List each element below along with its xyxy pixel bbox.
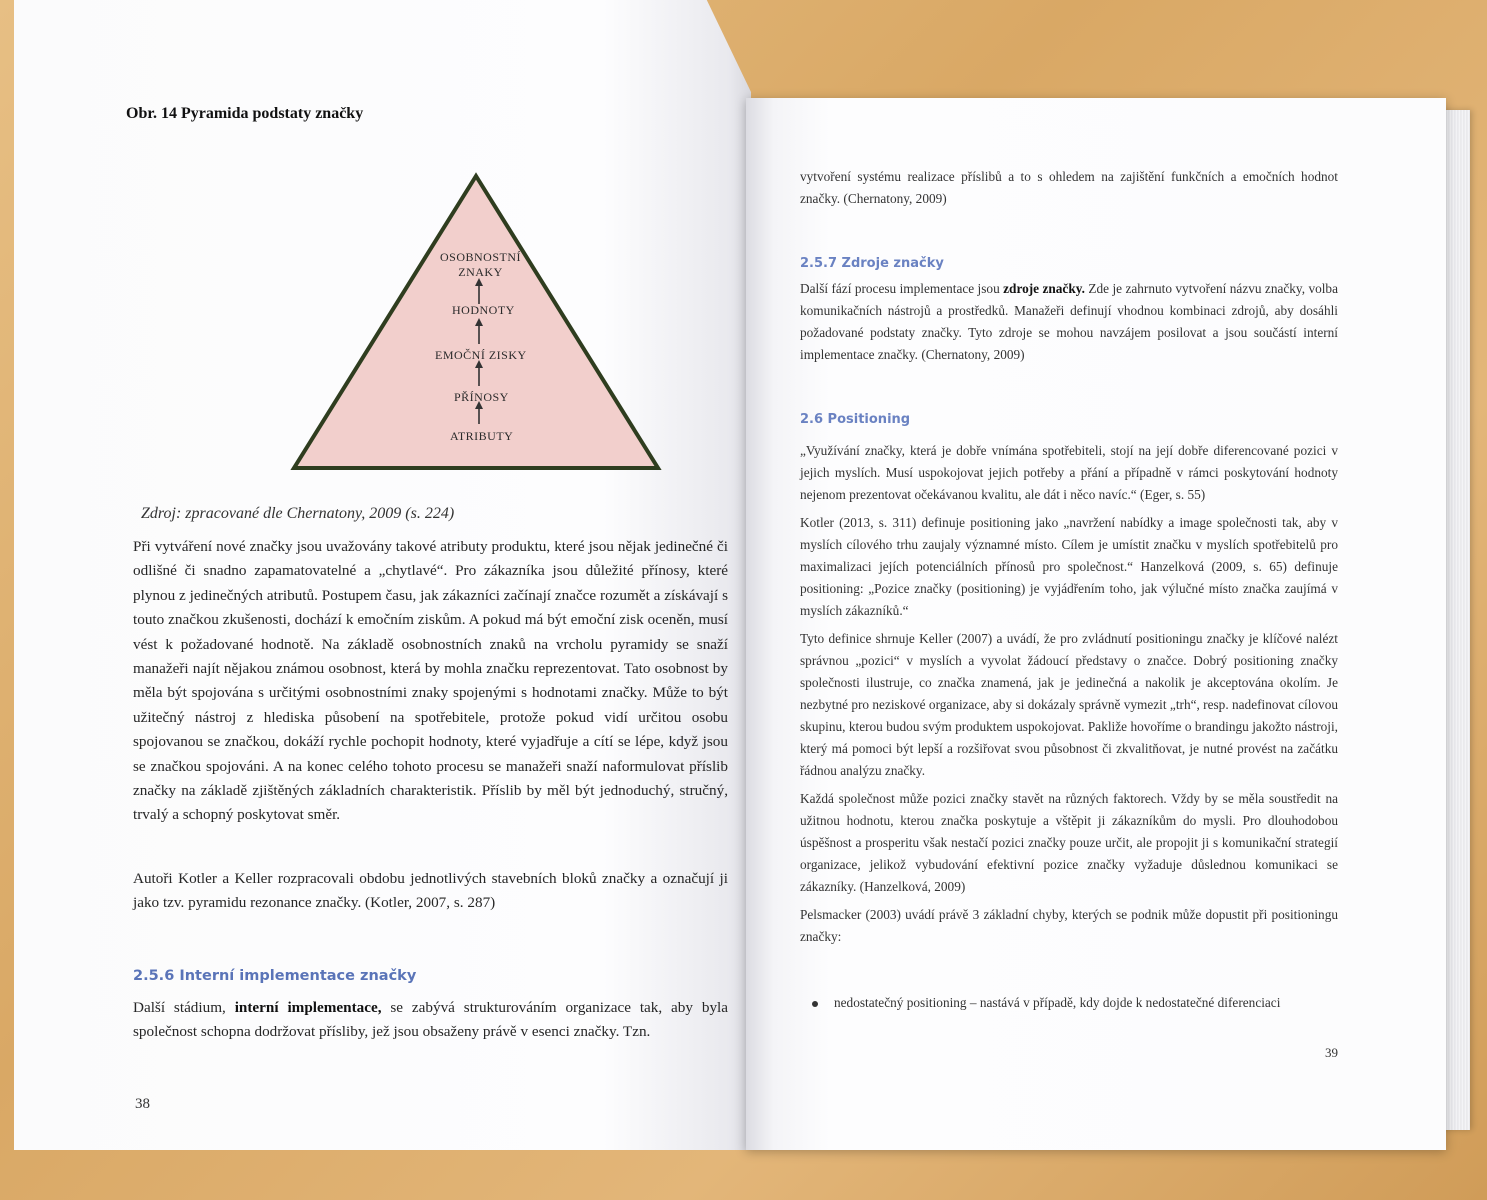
left-paragraph-3-bold: interní implementace, — [234, 999, 382, 1016]
pyramid-level-values: HODNOTY — [452, 303, 515, 317]
right-paragraph-4: Tyto definice shrnuje Keller (2007) a uvádí, že pro zvládnutí positioningu značky je klíčové nalézt správnou „pozici“ v myslích a vyvolat žádoucí představy o značce. Dobrý positioning značky společnosti ilustruje, co značka znamená, jak je jedinečná a nakolik je akceptována okolím. Je nezbytné pro neziskové organizace, aby si dokázaly správně vymezit „trh“, resp. nadefinovat cílovou skupinu, kterou budou svým produktem uspokojovat. Pakliže hovoříme o brandingu jakožto nástroji, který má pomoci být lepší a rozšiřovat svou působnost či zkvalitňovat, je nutné provést na začátku řádnou analýzu značky. — [800, 631, 1338, 778]
left-paragraph-2-text: Autoři Kotler a Keller rozpracovali obdobu jednotlivých stavebních bloků značky a označují ji jako tzv. pyramidu rezonance značky. (Kotler, 2007, s. 287) — [133, 870, 728, 912]
left-paragraph-3 — [133, 996, 728, 1045]
section-heading-positioning: 2.6 Positioning — [800, 412, 911, 427]
right-paragraph-1-bold: zdroje značky. — [1003, 281, 1085, 296]
pyramid-level-attributes: ATRIBUTY — [450, 429, 514, 443]
left-paragraph-3-pre: Další stádium, — [133, 999, 235, 1016]
right-paragraph-0-text: vytvoření systému realizace příslibů a to s ohledem na zajištění funkčních a emočních hodnot značky. (Chernatony, 2009) — [800, 169, 1338, 206]
pyramid-level-personality — [440, 250, 521, 280]
left-paragraph-1-text: Při vytváření nové značky jsou uvažovány takové atributy produktu, které jsou nějak jedinečné či odlišné či snadno zapamatovatelné a „chytlavé“. Pro zákazníka jsou důležité přínosy, které plynou z jedinečných atributů. Postupem času, jak zákazníci začínají značce rozumět a získávají s touto značkou zkušenosti, dochází k emočním ziskům. A pokud má být emoční zisk oceněn, musí vést k požadované hodnotě. Na základě osobnostních znaků na vrcholu pyramidy se snaží manažeři najít nějakou známou osobnost, která by mohla značku reprezentovat. Tato osobnost by měla být spojována s určitými osobnostními znaky spojenými s hodnotami značky. Může to být užitečný nástroj z hlediska působení na spotřebitele, protože pokud vidí určitou osobu spojovanou se značkou, dokáží rychle pochopit hodnoty, které vyjadřuje a cítí se lépe, když jsou se značkou spojováni. A na konec celého tohoto procesu se manažeři snaží naformulovat příslib značky na základě zjištěných základních charakteristik. Příslib by měl být jednoduchý, stručný, trvalý a schopný poskytovat směr. — [133, 538, 728, 824]
left-paragraph-1 — [133, 535, 728, 828]
bullet-icon — [812, 1001, 818, 1007]
left-paragraph-2 — [133, 867, 728, 916]
right-paragraph-2: „Využívání značky, která je dobře vnímána spotřebiteli, stojí na její dobře diferencované pozici v jejich myslích. Musí uspokojovat jejich potřeby a přání a případně v rámci poskytování hodnoty nejenom prezentovat očekávanou kvalitu, ale dát i něco navíc.“ (Eger, s. 55) — [800, 443, 1338, 502]
figure-title: Obr. 14 Pyramida podstaty značky — [126, 105, 364, 122]
pyramid-level-personality-line1: OSOBNOSTNÍ — [440, 250, 522, 264]
right-paragraph-1-pre: Další fází procesu implementace jsou — [800, 281, 1004, 296]
pyramid-level-benefits: PŘÍNOSY — [454, 390, 509, 404]
right-body-block — [800, 440, 1338, 954]
section-heading-internal-implementation: 2.5.6 Interní implementace značky — [133, 968, 417, 984]
section-heading-brand-resources: 2.5.7 Zdroje značky — [800, 256, 944, 271]
right-paragraph-3: Kotler (2013, s. 311) definuje positioning jako „navržení nabídky a image společnosti tak, aby v myslích cílového trhu zaujaly významné místo. Cílem je umístit značku v myslích spotřebitelů pro maximalizaci jejích potenciálních přínosů pro společnost.“ Hanzelková (2009, s. 65) definuje positioning: „Pozice značky (positioning) je vyjádřením toho, jak výlučné místo značka zaujímá v myslích zákazníků.“ — [800, 515, 1338, 618]
pyramid-level-emotional-benefits: EMOČNÍ ZISKY — [435, 348, 527, 362]
right-paragraph-0 — [800, 166, 1338, 216]
bullet-item-1-text: nedostatečný positioning – nastává v případě, kdy dojde k nedostatečné diferenciaci — [834, 995, 1281, 1010]
right-paragraph-5: Každá společnost může pozici značky stavět na různých faktorech. Vždy by se měla soustředit na užitnou hodnotu, kterou značka poskytuje a vštěpit ji zákazníkům do mysli. Pro dlouhodobou úspěšnost a prosperitu však nestačí pozici značky pouze určit, ale propojit ji s komunikační strategií organizace, jelikož vybudování efektivní pozice značky vyžaduje důslednou komunikaci se zákazníky. (Hanzelková, 2009) — [800, 791, 1338, 894]
page-number-right: 39 — [1325, 1045, 1338, 1060]
brand-essence-pyramid — [290, 172, 662, 472]
right-paragraph-1-post: Zde je zahrnuto vytvoření názvu značky, volba komunikačních nástrojů a prostředků. Manažeři definují vhodnou kombinaci zdrojů, aby dosáhli požadované podstaty značky. Tyto zdroje se mohou navzájem posilovat a jsou součástí interní implementace značky. (Chernatony, 2009) — [800, 281, 1338, 362]
right-paragraph-6: Pelsmacker (2003) uvádí právě 3 základní chyby, kterých se podnik může dopustit při positioningu značky: — [800, 907, 1338, 944]
left-paragraph-3-post: se zabývá strukturováním organizace tak, aby byla společnost schopna dodržovat přísliby, jež jsou obsaženy právě v esenci značky. Tzn. — [133, 999, 728, 1041]
bullet-item-1 — [812, 995, 1332, 1011]
page-number-left: 38 — [135, 1096, 150, 1112]
pyramid-shape — [290, 172, 662, 472]
right-paragraph-1 — [800, 278, 1338, 372]
figure-source: Zdroj: zpracované dle Chernatony, 2009 (s. 224) — [141, 505, 455, 522]
pyramid-level-personality-line2: ZNAKY — [458, 265, 503, 279]
